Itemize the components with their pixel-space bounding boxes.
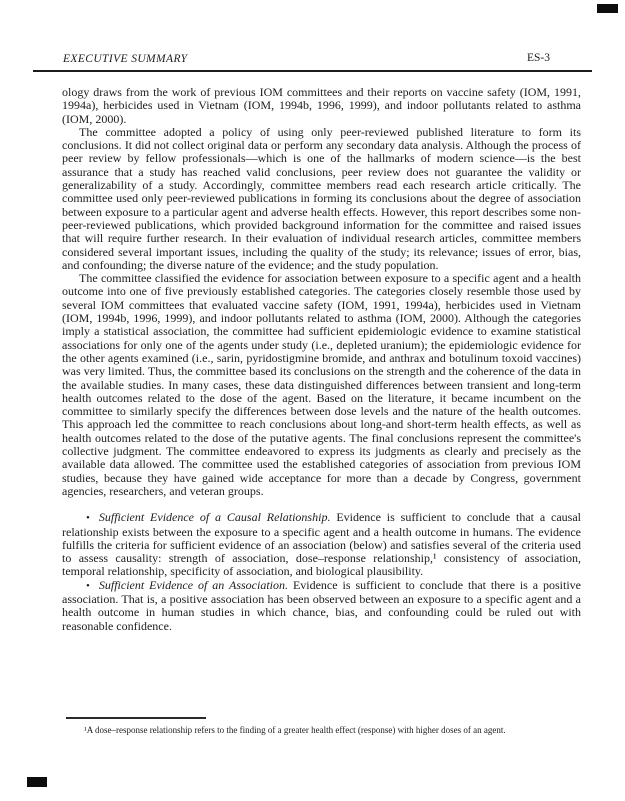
footnote: ¹A dose–response relationship refers to the finding of a greater health effect (response) with higher doses of an agent. xyxy=(84,725,506,735)
page-body xyxy=(62,86,581,633)
bullet-definition: Evidence is sufficient to conclude that a causal relationship exists between the exposure to a specific agent and a health outcome in humans. The evidence fulfills the criteria for sufficient evidence of an association (below) and satisfies several of the criteria used to assess causality: strength of association, dose–response relationship,¹ consistency of association, temporal relationship, specificity of association, and biological plausibility. xyxy=(62,510,582,579)
page-number: ES-3 xyxy=(527,52,550,64)
bullet-item xyxy=(62,511,581,578)
scan-artifact-mark xyxy=(27,777,47,787)
running-head: EXECUTIVE SUMMARY xyxy=(63,53,188,65)
bullet-term: Sufficient Evidence of an Association. xyxy=(98,577,288,592)
scan-artifact-mark xyxy=(597,4,618,13)
bullet-list xyxy=(62,511,581,633)
paragraph: The committee classified the evidence for association between exposure to a specific agent and a health outcome into one of five previously established categories. The categories closely resemble those used by several IOM committees that evaluated vaccine safety (IOM, 1991, 1994a), herbicides used in Vietnam (IOM, 1994b, 1996, 1999), and indoor pollutants related to asthma (IOM, 2000). Although the categories imply a statistical association, the committee had sufficient epidemiologic evidence to examine statistical associations for only one of the agents under study (i.e., depleted uranium); the epidemiologic evidence for the other agents examined (i.e., sarin, pyridostigmine bromide, and anthrax and botulinum toxoid vaccines) was very limited. Thus, the committee based its conclusions on the strength and the coherence of the data in the available studies. In many cases, these data distinguished differences between transient and long-term health outcomes related to the dose of the agent. Based on the literature, it became incumbent on the committee to similarly specify the differences between dose levels and the nature of the health outcomes. This approach led the committee to reach conclusions about long-and short-term health effects, as well as health outcomes related to the dose of the putative agents. The final conclusions represent the committee's collective judgment. The committee endeavored to express its judgments as clearly and precisely as the available data allowed. The committee used the established categories of association from previous IOM studies, because they have gained wide acceptance for more than a decade by Congress, government agencies, researchers, and veteran groups. xyxy=(62,271,581,498)
paragraph-continuation: ology draws from the work of previous IOM committees and their reports on vaccine safety (IOM, 1991, 1994a), herbicides used in Vietnam (IOM, 1994b, 1996, 1999), and indoor pollutants related to asthma (IOM, 2000). xyxy=(62,85,581,126)
header-rule xyxy=(33,70,592,72)
bullet-definition: Evidence is sufficient to conclude that there is a positive association. That is, a positive association has been observed between an exposure to a specific agent and a health outcome in human studies in which chance, bias, and confounding could be ruled out with reasonable confidence. xyxy=(62,577,582,633)
bullet-term: Sufficient Evidence of a Causal Relationship. xyxy=(98,510,331,525)
footnote-rule xyxy=(66,717,206,719)
bullet-icon: • xyxy=(86,512,90,525)
paragraph: The committee adopted a policy of using only peer-reviewed published literature to form its conclusions. It did not collect original data or perform any secondary data analysis. Although the process of peer review by fellow professionals—which is one of the hallmarks of modern science—is the best assurance that a study has reached valid conclusions, peer review does not guarantee the validity or generalizability of a study. Accordingly, committee members read each research article critically. The committee used only peer-reviewed publications in forming its conclusions about the degree of association between exposure to a particular agent and adverse health effects. However, this report describes some non-peer-reviewed publications, which provided background information for the committee and raised issues that will require further research. In their evaluation of individual research articles, committee members considered several important issues, including the quality of the study; its relevance; issues of error, bias, and confounding; the diverse nature of the evidence; and the study population. xyxy=(62,124,581,272)
bullet-icon: • xyxy=(86,579,90,592)
bullet-item xyxy=(62,579,581,633)
